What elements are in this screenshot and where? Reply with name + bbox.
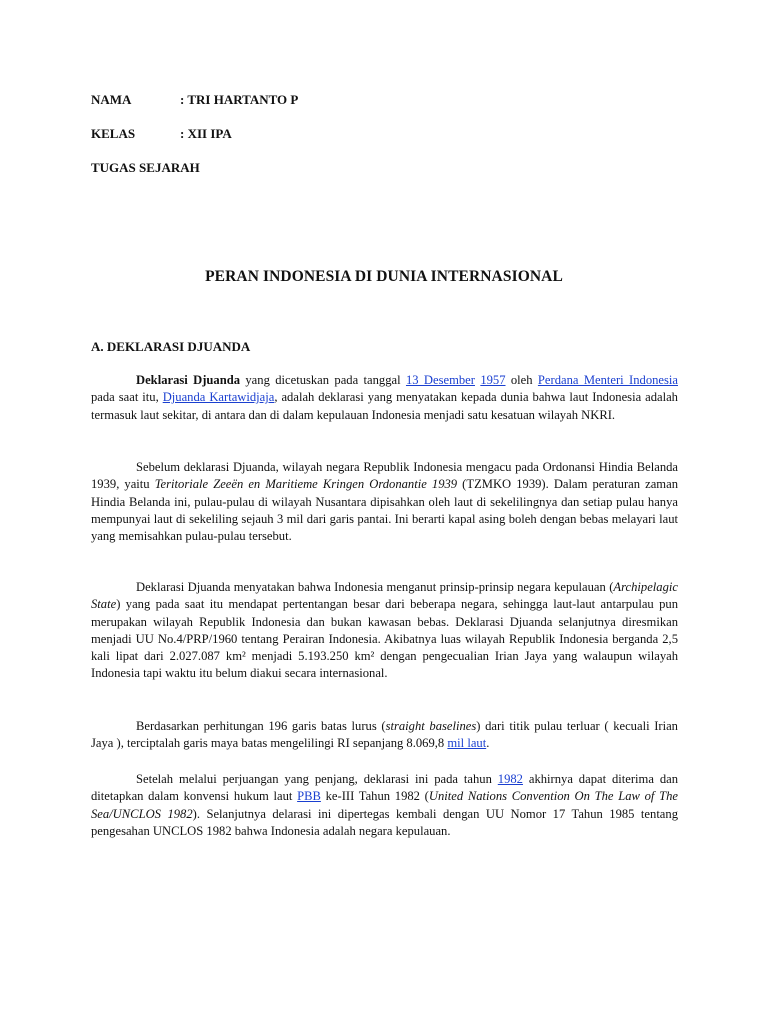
link-1957[interactable]: 1957 [480,373,506,387]
paragraph-2 [91,459,678,545]
p4-text: ) dari titik pulau terluar ( kecuali Irian Jaya ), terciptalah garis maya batas mengelilingi RI sepanjang 8.069,8 [91,719,678,751]
p1-text: yang dicetuskan pada tanggal [240,373,406,387]
link-13-desember[interactable]: 13 Desember [405,373,475,387]
p1-bold: Deklarasi Djuanda [136,373,241,387]
p4-text: Berdasarkan perhitungan 196 garis batas lurus ( [136,719,386,733]
p2-text: Sebelum deklarasi Djuanda, wilayah negara Republik Indonesia mengacu pada Ordonansi Hindia Belanda 1939, yaitu [91,460,678,492]
p1-text: oleh [505,373,538,387]
link-perdana-menteri[interactable]: Perdana Menteri Indonesia [537,373,678,387]
kelas-label: KELAS [91,126,136,141]
p2-text: (TZMKO 1939). Dalam peraturan zaman Hindia Belanda ini, pulau-pulau di wilayah Nusantara dipisahkan oleh laut di sekelilingnya dan setiap pulau hanya mempunyai laut di sekeliling sejauh 3 mil dari garis pantai. Ini berarti kapal asing boleh dengan bebas melayari laut yang memisahkan pulau-pulau tersebut. [91,477,678,544]
page-title: PERAN INDONESIA DI DUNIA INTERNASIONAL [205,268,563,285]
p3-text: ) yang pada saat itu mendapat pertentangan besar dari beberapa negara, sehingga laut-laut antarpulau pun merupakan wilayah Republik Indonesia dan bukan kawasan bebas. Deklarasi Djuanda selanjutnya diresmikan menjadi UU No.4/PRP/1960 tentang Perairan Indonesia. Akibatnya luas wilayah Republik Indonesia berganda 2,5 kali lipat dari 2.027.087 km² menjadi 5.193.250 km² dengan pengecualian Irian Jaya yang walaupun wilayah Indonesia tapi waktu itu belum diakui secara internasional. [91,597,678,681]
p1-text: pada saat itu, [91,390,163,405]
kelas-value: : XII IPA [180,126,232,141]
p2-italic: Teritoriale Zeeën en Maritieme Kringen Ordonantie 1939 [154,477,458,492]
paragraph-4 [91,718,678,753]
p5-text: akhirnya dapat diterima dan ditetapkan dalam konvensi hukum laut [91,772,678,804]
p5-italic: United Nations Convention On The Law of The Sea/UNCLOS 1982 [91,789,678,821]
nama-label: NAMA [91,92,132,107]
p4-italic: straight baselines [385,719,477,733]
link-djuanda-kartawidjaja[interactable]: Djuanda Kartawidjaja [162,390,275,405]
link-mil-laut[interactable]: mil laut [447,736,487,751]
paragraph-5 [91,771,678,840]
link-1982[interactable]: 1982 [497,772,523,786]
p5-text: ). Selanjutnya delarasi ini dipertegas kembali dengan UU Nomor 17 Tahun 1985 tentang pengesahan UNCLOS 1982 bahwa Indonesia adalah negara kepulauan. [91,806,678,838]
tugas-line: TUGAS SEJARAH [91,160,200,175]
p3-italic: Archipelagic State [91,580,678,612]
p5-text: ke-III Tahun 1982 ( [320,789,429,804]
nama-line [91,92,298,108]
link-pbb[interactable]: PBB [297,789,321,804]
section-heading: A. DEKLARASI DJUANDA [91,339,251,354]
p1-text: , adalah deklarasi yang menyatakan kepada dunia bahwa laut Indonesia adalah termasuk laut sekitar, di antara dan di dalam kepulauan Indonesia menjadi satu kesatuan wilayah NKRI. [91,390,678,422]
paragraph-3 [91,579,678,683]
p3-text: Deklarasi Djuanda menyatakan bahwa Indonesia menganut prinsip-prinsip negara kepulauan ( [136,580,614,594]
p5-text: Setelah melalui perjuangan yang penjang, deklarasi ini pada tahun [136,772,498,786]
paragraph-1 [91,372,678,424]
p4-text: . [486,736,490,751]
nama-value: : TRI HARTANTO P [180,92,299,107]
kelas-line [91,126,232,142]
